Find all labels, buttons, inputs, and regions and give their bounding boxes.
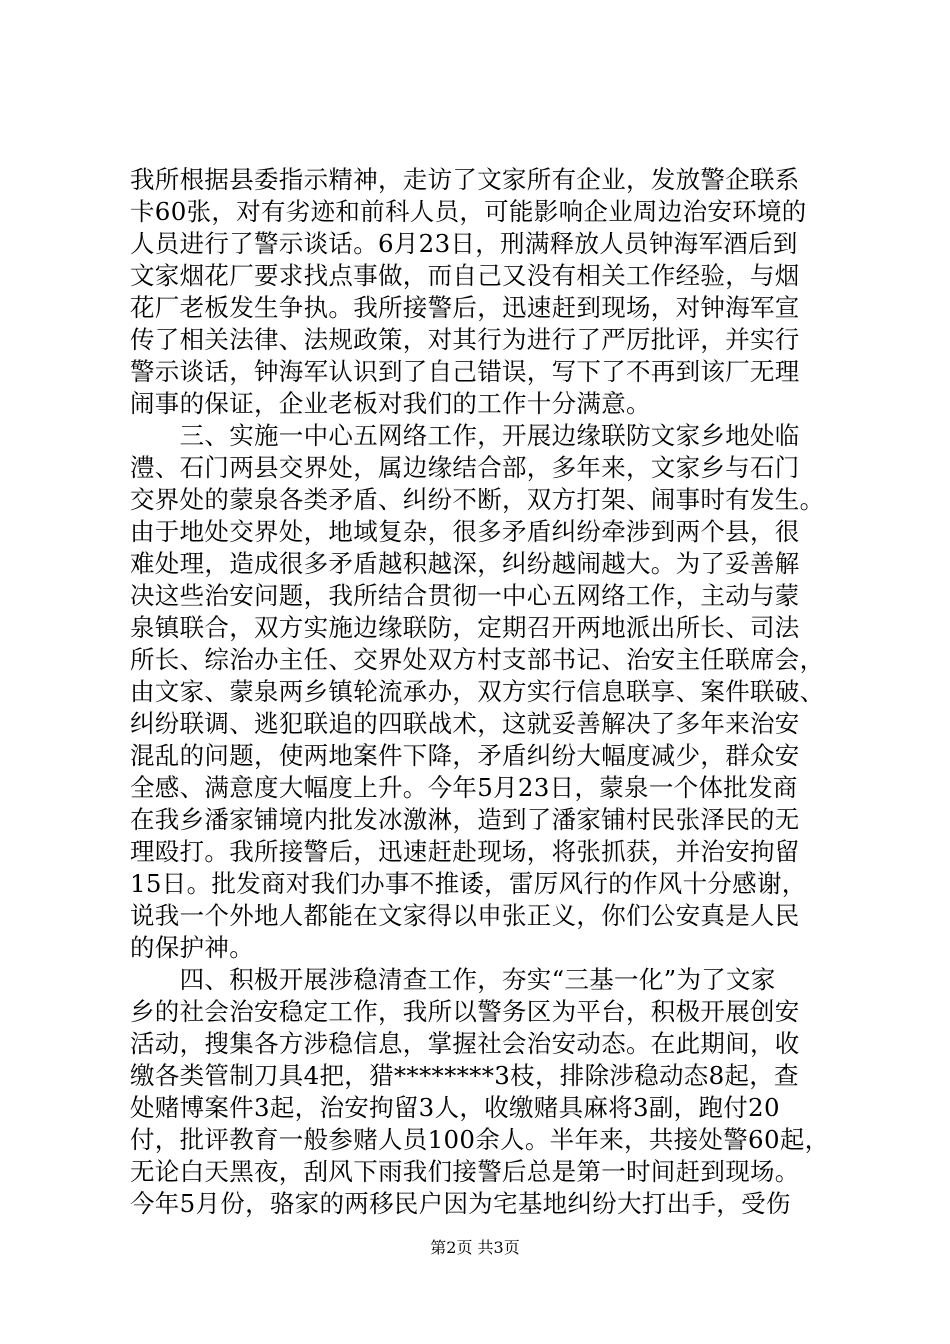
- page-number-footer: 第2页 共3页: [430, 1238, 520, 1257]
- document-body: [130, 164, 850, 1220]
- text-line: 四、积极开展涉稳清查工作，夯实“三基一化”为了文家: [130, 965, 776, 994]
- text-line: 澧、石门两县交界处，属边缘结合部，多年来，文家乡与石门: [130, 453, 800, 482]
- text-line: 人员进行了警示谈话。6月23日，刑满释放人员钟海军酒后到: [130, 229, 798, 258]
- text-line: 由文家、蒙泉两乡镇轮流承办，双方实行信息联享、案件联破、: [130, 677, 825, 706]
- text-line: 15日。批发商对我们办事不推诿，雷厉风行的作风十分感谢，: [130, 869, 807, 898]
- text-line: 全感、满意度大幅度上升。今年5月23日，蒙泉一个体批发商: [130, 773, 798, 802]
- text-line: 三、实施一中心五网络工作，开展边缘联防文家乡地处临: [130, 421, 800, 450]
- text-line: 所长、综治办主任、交界处双方村支部书记、治安主任联席会，: [130, 645, 825, 674]
- text-line: 难处理，造成很多矛盾越积越深，纠纷越闹越大。为了妥善解: [130, 549, 800, 578]
- text-line: 混乱的问题，使两地案件下降，矛盾纠纷大幅度减少，群众安: [130, 741, 800, 770]
- text-line: 警示谈话，钟海军认识到了自己错误，写下了不再到该厂无理: [130, 357, 800, 386]
- text-line: 在我乡潘家铺境内批发冰激淋，造到了潘家铺村民张泽民的无: [130, 805, 800, 834]
- text-line: 缴各类管制刀具4把，猎********3枝，排除涉稳动态8起，查: [130, 1061, 799, 1090]
- text-line: 说我一个外地人都能在文家得以申张正义，你们公安真是人民: [130, 901, 800, 930]
- text-line: 花厂老板发生争执。我所接警后，迅速赶到现场，对钟海军宣: [130, 293, 800, 322]
- text-line: 活动，搜集各方涉稳信息，掌握社会治安动态。在此期间，收: [130, 1029, 800, 1058]
- text-line: 的保护神。: [130, 933, 254, 962]
- text-line: 乡的社会治安稳定工作，我所以警务区为平台，积极开展创安: [130, 997, 800, 1026]
- text-line: 泉镇联合，双方实施边缘联防，定期召开两地派出所长、司法: [130, 613, 800, 642]
- text-line: 今年5月份，骆家的两移民户因为宅基地纠纷大打出手，受伤: [130, 1189, 791, 1218]
- text-line: 理殴打。我所接警后，迅速赶赴现场，将张抓获，并治安拘留: [130, 837, 800, 866]
- text-line: 闹事的保证，企业老板对我们的工作十分满意。: [130, 389, 651, 418]
- text-line: 交界处的蒙泉各类矛盾、纠纷不断，双方打架、闹事时有发生。: [130, 485, 825, 514]
- text-line: 卡60张，对有劣迹和前科人员，可能影响企业周边治安环境的: [130, 197, 807, 226]
- text-line: 纠纷联调、逃犯联追的四联战术，这就妥善解决了多年来治安: [130, 709, 800, 738]
- text-line: 处赌博案件3起，治安拘留3人，收缴赌具麻将3副，跑付20: [130, 1093, 780, 1122]
- text-line: 决这些治安问题，我所结合贯彻一中心五网络工作，主动与蒙: [130, 581, 800, 610]
- text-line: 付，批评教育一般参赌人员100余人。半年来，共接处警60起，: [130, 1125, 830, 1154]
- text-line: 我所根据县委指示精神，走访了文家所有企业，发放警企联系: [130, 165, 800, 194]
- text-line: 无论白天黑夜，刮风下雨我们接警后总是第一时间赶到现场。: [130, 1157, 800, 1186]
- text-line: 传了相关法律、法规政策，对其行为进行了严厉批评，并实行: [130, 325, 800, 354]
- text-line: 文家烟花厂要求找点事做，而自己又没有相关工作经验，与烟: [130, 261, 800, 290]
- text-line: 由于地处交界处，地域复杂，很多矛盾纠纷牵涉到两个县，很: [130, 517, 800, 546]
